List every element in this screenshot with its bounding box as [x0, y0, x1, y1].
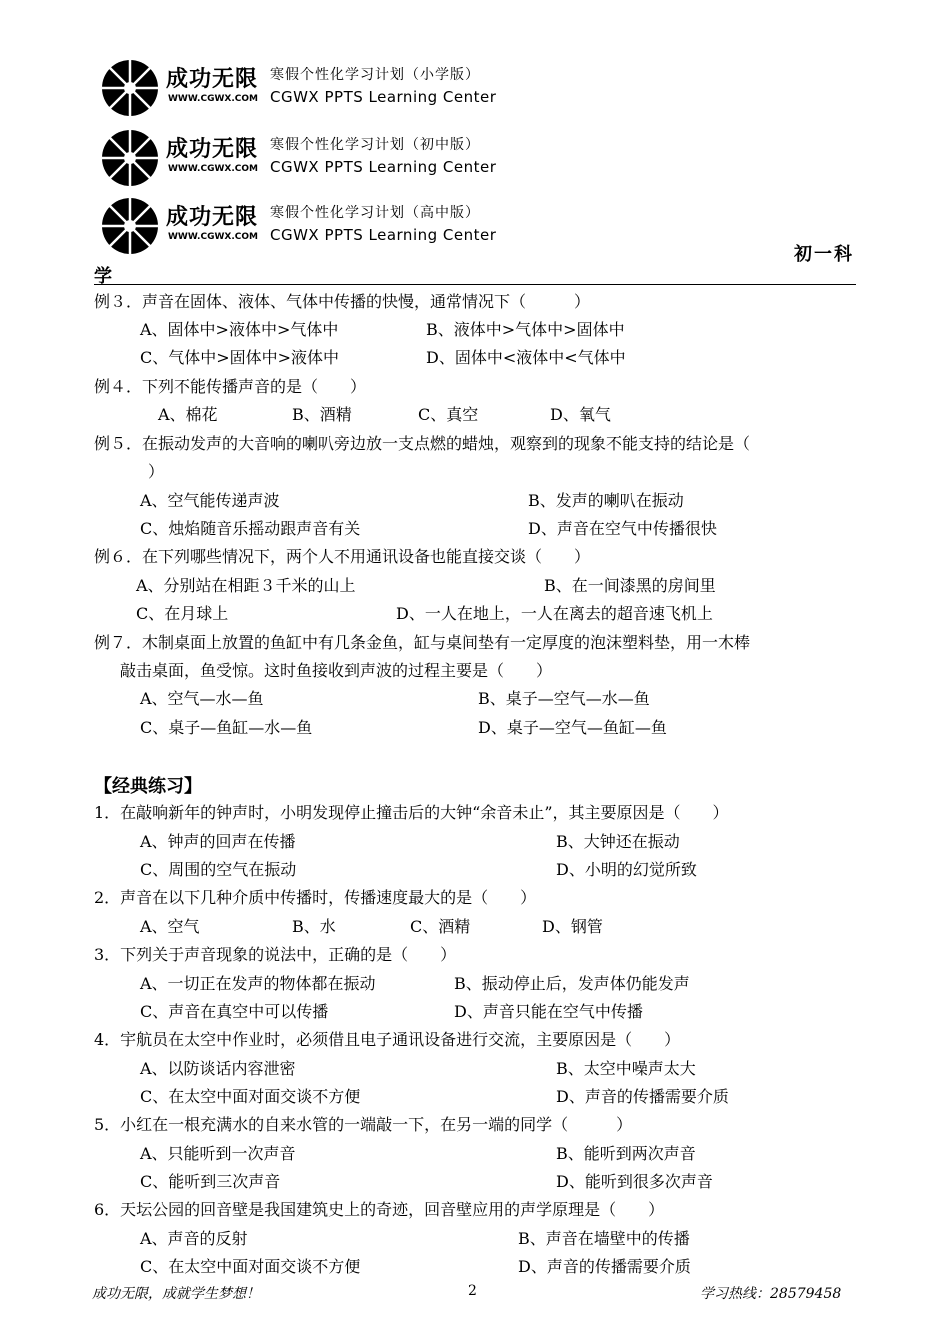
option: B、液体中>气体中>固体中 [426, 320, 625, 339]
logo-url: WWW.CGWX.COM [168, 164, 258, 174]
question-stem: 例３．声音在固体、液体、气体中传播的快慢，通常情况下（ ） [94, 292, 591, 311]
option: B、桌子—空气—水—鱼 [478, 689, 650, 708]
option: C、在月球上 [136, 604, 229, 623]
option: A、固体中>液体中>气体中 [140, 320, 339, 339]
option: C、周围的空气在振动 [140, 860, 297, 879]
question-stem: 例６．在下列哪些情况下，两个人不用通讯设备也能直接交谈（ ） [94, 547, 591, 566]
option: C、酒精 [410, 917, 471, 936]
question-stem: 4．宇航员在太空中作业时，必须借且电子通讯设备进行交流，主要原因是（ ） [94, 1030, 681, 1049]
option: B、酒精 [292, 405, 352, 424]
logo-center: CGWX PPTS Learning Center [270, 88, 497, 106]
option: A、声音的反射 [140, 1229, 248, 1248]
option: B、太空中噪声太大 [556, 1059, 696, 1078]
option: A、空气 [140, 917, 200, 936]
question-stem: 5．小红在一根充满水的自来水管的一端敲一下，在另一端的同学（ ） [94, 1115, 633, 1134]
option: B、振动停止后，发声体仍能发声 [454, 974, 690, 993]
logo-center: CGWX PPTS Learning Center [270, 226, 497, 244]
footer-hotline: 学习热线：28579458 [700, 1286, 842, 1302]
subject-label: 初一科 [794, 244, 854, 265]
logo-plan: 寒假个性化学习计划（小学版） [270, 67, 480, 83]
option: B、能听到两次声音 [556, 1144, 696, 1163]
option: A、棉花 [158, 405, 218, 424]
question-stem-continued: ） [148, 462, 165, 481]
option: C、真空 [418, 405, 479, 424]
section-title: 【经典练习】 [94, 776, 202, 797]
logo-middle [100, 128, 520, 190]
logo-icon [100, 128, 160, 188]
option: D、钢管 [542, 917, 603, 936]
question-stem: 6．天坛公园的回音壁是我国建筑史上的奇迹，回音壁应用的声学原理是（ ） [94, 1200, 665, 1219]
logo-url: WWW.CGWX.COM [168, 232, 258, 242]
option: B、发声的喇叭在振动 [528, 491, 684, 510]
option: D、声音的传播需要介质 [556, 1087, 729, 1106]
question-stem: 例７．木制桌面上放置的鱼缸中有几条金鱼，缸与桌间垫有一定厚度的泡沫塑料垫，用一木棒 [94, 633, 751, 652]
question-stem-continued: 敲击桌面，鱼受惊。这时鱼接收到声波的过程主要是（ ） [120, 661, 553, 680]
logo-plan: 寒假个性化学习计划（初中版） [270, 137, 480, 153]
option: D、声音在空气中传播很快 [528, 519, 717, 538]
option: A、空气能传递声波 [140, 491, 280, 510]
question-stem: 2．声音在以下几种介质中传播时，传播速度最大的是（ ） [94, 888, 537, 907]
logo-high [100, 196, 520, 258]
option: A、分别站在相距３千米的山上 [136, 576, 356, 595]
option: D、固体中<液体中<气体中 [426, 348, 626, 367]
logo-center: CGWX PPTS Learning Center [270, 158, 497, 176]
option: B、在一间漆黑的房间里 [544, 576, 716, 595]
option: A、以防谈话内容泄密 [140, 1059, 296, 1078]
logo-brand: 成功无限 [166, 67, 259, 92]
option: C、声音在真空中可以传播 [140, 1002, 329, 1021]
option: C、在太空中面对面交谈不方便 [140, 1087, 361, 1106]
subject-label-continued: 学 [94, 266, 112, 287]
option: B、声音在墙壁中的传播 [518, 1229, 690, 1248]
logo-plan: 寒假个性化学习计划（高中版） [270, 205, 480, 221]
option: D、一人在地上，一人在离去的超音速飞机上 [396, 604, 713, 623]
option: D、能听到很多次声音 [556, 1172, 713, 1191]
question-stem: 1．在敲响新年的钟声时，小明发现停止撞击后的大钟“余音未止”，其主要原因是（ ） [94, 803, 729, 822]
option: D、氧气 [550, 405, 611, 424]
option: A、一切正在发声的物体都在振动 [140, 974, 376, 993]
option: B、大钟还在振动 [556, 832, 680, 851]
option: A、只能听到一次声音 [140, 1144, 296, 1163]
option: C、桌子—鱼缸—水—鱼 [140, 718, 313, 737]
question-stem: 例５．在振动发声的大音响的喇叭旁边放一支点燃的蜡烛，观察到的现象不能支持的结论是（ [94, 434, 751, 453]
option: C、烛焰随音乐摇动跟声音有关 [140, 519, 361, 538]
option: A、钟声的回声在传播 [140, 832, 296, 851]
option: C、在太空中面对面交谈不方便 [140, 1257, 361, 1276]
option: D、声音只能在空气中传播 [454, 1002, 643, 1021]
header-rule [94, 284, 856, 285]
question-stem: 3．下列关于声音现象的说法中，正确的是（ ） [94, 945, 457, 964]
logo-brand: 成功无限 [166, 137, 259, 162]
logo-icon [100, 196, 160, 256]
page-number: 2 [468, 1283, 477, 1299]
option: A、空气—水—鱼 [140, 689, 264, 708]
logo-url: WWW.CGWX.COM [168, 94, 258, 104]
logo-primary [100, 58, 520, 120]
logo-icon [100, 58, 160, 118]
option: B、水 [292, 917, 336, 936]
question-stem: 例４．下列不能传播声音的是（ ） [94, 377, 367, 396]
option: D、声音的传播需要介质 [518, 1257, 691, 1276]
option: D、桌子—空气—鱼缸—鱼 [478, 718, 667, 737]
footer-slogan: 成功无限，成就学生梦想！ [92, 1286, 260, 1302]
option: C、气体中>固体中>液体中 [140, 348, 340, 367]
option: D、小明的幻觉所致 [556, 860, 697, 879]
logo-brand: 成功无限 [166, 205, 259, 230]
option: C、能听到三次声音 [140, 1172, 281, 1191]
